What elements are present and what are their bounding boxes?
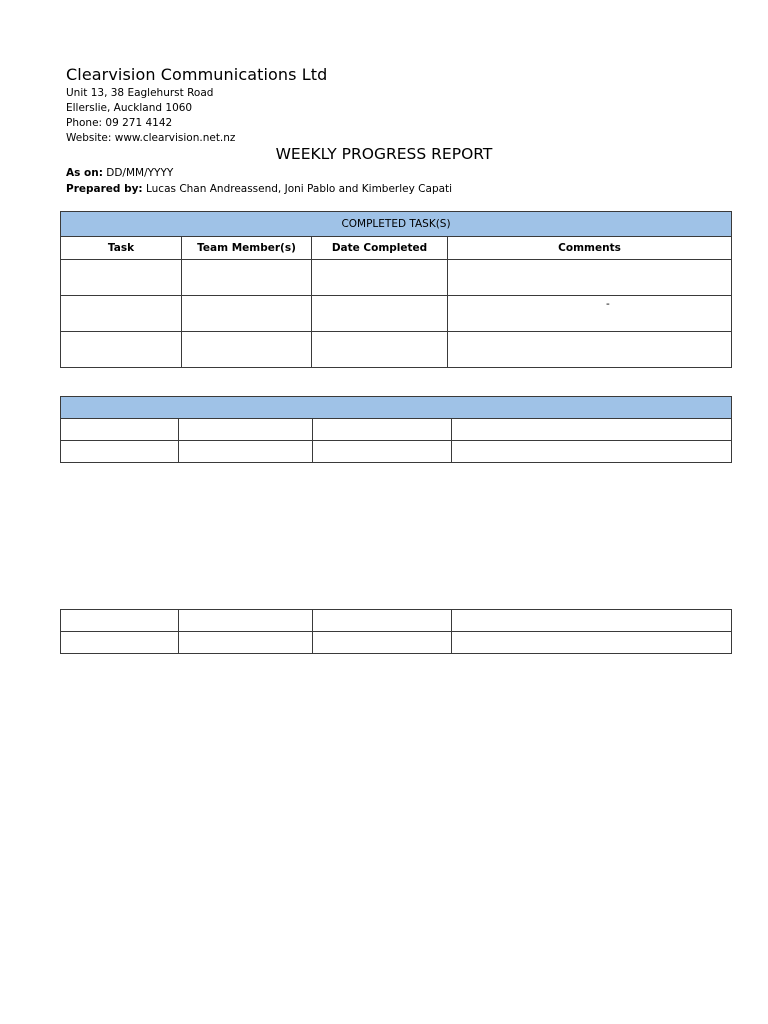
table-cell[interactable] bbox=[313, 419, 452, 441]
column-header-date-completed: Date Completed bbox=[312, 237, 448, 260]
table-row bbox=[61, 332, 732, 368]
second-table-banner bbox=[61, 397, 732, 419]
cell-team-members[interactable] bbox=[182, 260, 312, 296]
table-row bbox=[61, 296, 732, 332]
address-line-2: Ellerslie, Auckland 1060 bbox=[66, 102, 193, 114]
cell-team-members[interactable] bbox=[182, 296, 312, 332]
phone-number: Phone: 09 271 4142 bbox=[66, 117, 173, 129]
table-cell[interactable] bbox=[179, 632, 313, 654]
completed-tasks-title: COMPLETED TASK(S) bbox=[61, 212, 732, 237]
company-name: Clearvision Communications Ltd bbox=[66, 65, 328, 84]
website: Website: www.clearvision.net.nz bbox=[66, 132, 236, 144]
cell-date-completed[interactable] bbox=[312, 260, 448, 296]
table-cell[interactable] bbox=[61, 419, 179, 441]
column-header-team-members: Team Member(s) bbox=[182, 237, 312, 260]
cell-team-members[interactable] bbox=[182, 332, 312, 368]
table-cell[interactable] bbox=[452, 441, 732, 463]
as-on-label: As on: bbox=[66, 167, 103, 179]
cell-comments[interactable] bbox=[448, 296, 732, 332]
table-cell[interactable] bbox=[313, 441, 452, 463]
comment-dash: - bbox=[606, 298, 610, 310]
table-cell[interactable] bbox=[452, 632, 732, 654]
third-table bbox=[60, 609, 732, 654]
table-row bbox=[61, 610, 732, 632]
prepared-by-label: Prepared by: bbox=[66, 183, 143, 195]
cell-comments[interactable] bbox=[448, 260, 732, 296]
completed-tasks-table bbox=[60, 211, 732, 368]
table-row bbox=[61, 441, 732, 463]
table-cell[interactable] bbox=[313, 632, 452, 654]
table-cell[interactable] bbox=[179, 610, 313, 632]
table-cell[interactable] bbox=[179, 441, 313, 463]
table-row bbox=[61, 632, 732, 654]
as-on-line bbox=[66, 166, 173, 181]
prepared-by-line bbox=[66, 182, 452, 197]
second-table bbox=[60, 396, 732, 463]
table-cell[interactable] bbox=[452, 419, 732, 441]
cell-date-completed[interactable] bbox=[312, 332, 448, 368]
cell-task[interactable] bbox=[61, 296, 182, 332]
address-line-1: Unit 13, 38 Eaglehurst Road bbox=[66, 87, 214, 99]
cell-task[interactable] bbox=[61, 260, 182, 296]
cell-date-completed[interactable] bbox=[312, 296, 448, 332]
cell-task[interactable] bbox=[61, 332, 182, 368]
column-header-comments: Comments bbox=[448, 237, 732, 260]
as-on-value: DD/MM/YYYY bbox=[106, 167, 174, 179]
report-title: WEEKLY PROGRESS REPORT bbox=[275, 145, 493, 163]
table-cell[interactable] bbox=[452, 610, 732, 632]
table-cell[interactable] bbox=[313, 610, 452, 632]
table-row bbox=[61, 260, 732, 296]
prepared-by-value: Lucas Chan Andreassend, Joni Pablo and Kimberley Capati bbox=[145, 183, 453, 195]
cell-comments[interactable] bbox=[448, 332, 732, 368]
table-cell[interactable] bbox=[61, 632, 179, 654]
table-cell[interactable] bbox=[61, 610, 179, 632]
table-cell[interactable] bbox=[61, 441, 179, 463]
table-cell[interactable] bbox=[179, 419, 313, 441]
table-row bbox=[61, 419, 732, 441]
column-header-task: Task bbox=[61, 237, 182, 260]
